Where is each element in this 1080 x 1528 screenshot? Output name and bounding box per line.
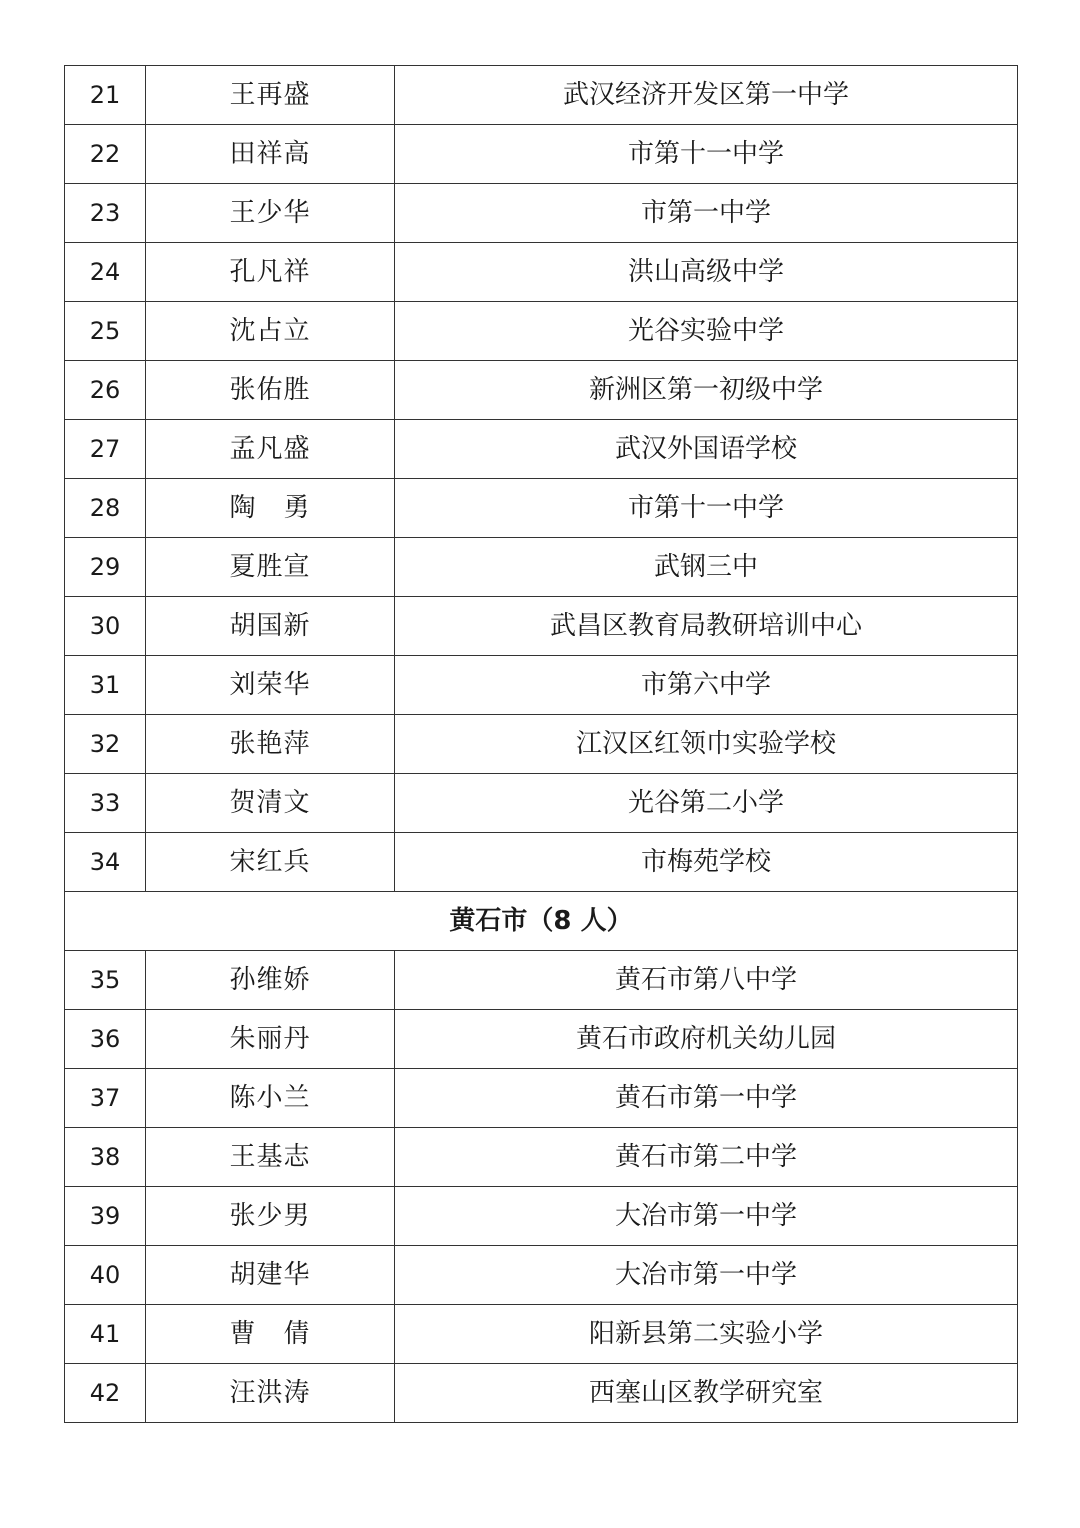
row-number-cell: 28	[65, 479, 146, 538]
table-row	[65, 302, 1018, 361]
row-number-cell: 32	[65, 715, 146, 774]
row-number-cell: 40	[65, 1246, 146, 1305]
table-row	[65, 774, 1018, 833]
work-unit-cell: 黄石市第一中学	[395, 1069, 1018, 1128]
table-row	[65, 1246, 1018, 1305]
row-number-cell: 30	[65, 597, 146, 656]
row-number-cell: 25	[65, 302, 146, 361]
work-unit-cell: 市第十一中学	[395, 125, 1018, 184]
work-unit-cell: 大冶市第一中学	[395, 1246, 1018, 1305]
table-row	[65, 1305, 1018, 1364]
work-unit-cell: 光谷第二小学	[395, 774, 1018, 833]
person-name-cell: 张佑胜	[146, 361, 395, 420]
row-number-cell: 37	[65, 1069, 146, 1128]
row-number-cell: 31	[65, 656, 146, 715]
roster-table-body	[65, 66, 1018, 1423]
person-name-cell: 张少男	[146, 1187, 395, 1246]
table-row	[65, 656, 1018, 715]
table-row	[65, 833, 1018, 892]
work-unit-cell: 黄石市第二中学	[395, 1128, 1018, 1187]
person-name-cell: 张艳萍	[146, 715, 395, 774]
table-row	[65, 597, 1018, 656]
work-unit-cell: 新洲区第一初级中学	[395, 361, 1018, 420]
work-unit-cell: 武汉经济开发区第一中学	[395, 66, 1018, 125]
work-unit-cell: 洪山高级中学	[395, 243, 1018, 302]
row-number-cell: 29	[65, 538, 146, 597]
row-number-cell: 42	[65, 1364, 146, 1423]
table-row	[65, 125, 1018, 184]
table-row	[65, 479, 1018, 538]
work-unit-cell: 阳新县第二实验小学	[395, 1305, 1018, 1364]
person-name-cell: 孙维娇	[146, 951, 395, 1010]
section-heading-row	[65, 892, 1018, 951]
row-number-cell: 24	[65, 243, 146, 302]
work-unit-cell: 武汉外国语学校	[395, 420, 1018, 479]
row-number-cell: 36	[65, 1010, 146, 1069]
work-unit-cell: 黄石市第八中学	[395, 951, 1018, 1010]
row-number-cell: 39	[65, 1187, 146, 1246]
row-number-cell: 22	[65, 125, 146, 184]
table-row	[65, 1128, 1018, 1187]
work-unit-cell: 大冶市第一中学	[395, 1187, 1018, 1246]
row-number-cell: 34	[65, 833, 146, 892]
table-row	[65, 420, 1018, 479]
person-name-cell: 胡国新	[146, 597, 395, 656]
table-row	[65, 361, 1018, 420]
work-unit-cell: 西塞山区教学研究室	[395, 1364, 1018, 1423]
row-number-cell: 33	[65, 774, 146, 833]
section-heading: 黄石市（8 人）	[65, 892, 1018, 951]
row-number-cell: 35	[65, 951, 146, 1010]
table-row	[65, 538, 1018, 597]
person-name-cell: 刘荣华	[146, 656, 395, 715]
person-name-cell: 王基志	[146, 1128, 395, 1187]
work-unit-cell: 市第一中学	[395, 184, 1018, 243]
table-row	[65, 715, 1018, 774]
person-name-cell: 孟凡盛	[146, 420, 395, 479]
person-name-cell: 王少华	[146, 184, 395, 243]
row-number-cell: 21	[65, 66, 146, 125]
person-name-cell: 夏胜宣	[146, 538, 395, 597]
row-number-cell: 38	[65, 1128, 146, 1187]
table-row	[65, 184, 1018, 243]
row-number-cell: 41	[65, 1305, 146, 1364]
person-name-cell: 曹 倩	[146, 1305, 395, 1364]
work-unit-cell: 市第六中学	[395, 656, 1018, 715]
row-number-cell: 27	[65, 420, 146, 479]
table-row	[65, 1187, 1018, 1246]
person-name-cell: 陈小兰	[146, 1069, 395, 1128]
person-name-cell: 宋红兵	[146, 833, 395, 892]
person-name-cell: 陶 勇	[146, 479, 395, 538]
work-unit-cell: 光谷实验中学	[395, 302, 1018, 361]
table-row	[65, 1069, 1018, 1128]
work-unit-cell: 黄石市政府机关幼儿园	[395, 1010, 1018, 1069]
row-number-cell: 23	[65, 184, 146, 243]
person-name-cell: 孔凡祥	[146, 243, 395, 302]
person-name-cell: 胡建华	[146, 1246, 395, 1305]
person-name-cell: 汪洪涛	[146, 1364, 395, 1423]
person-name-cell: 贺清文	[146, 774, 395, 833]
table-row	[65, 1010, 1018, 1069]
work-unit-cell: 市梅苑学校	[395, 833, 1018, 892]
table-row	[65, 1364, 1018, 1423]
work-unit-cell: 武钢三中	[395, 538, 1018, 597]
roster-table	[64, 65, 1018, 1423]
work-unit-cell: 市第十一中学	[395, 479, 1018, 538]
person-name-cell: 王再盛	[146, 66, 395, 125]
work-unit-cell: 武昌区教育局教研培训中心	[395, 597, 1018, 656]
work-unit-cell: 江汉区红领巾实验学校	[395, 715, 1018, 774]
table-row	[65, 951, 1018, 1010]
person-name-cell: 沈占立	[146, 302, 395, 361]
person-name-cell: 田祥高	[146, 125, 395, 184]
row-number-cell: 26	[65, 361, 146, 420]
table-row	[65, 66, 1018, 125]
person-name-cell: 朱丽丹	[146, 1010, 395, 1069]
table-row	[65, 243, 1018, 302]
